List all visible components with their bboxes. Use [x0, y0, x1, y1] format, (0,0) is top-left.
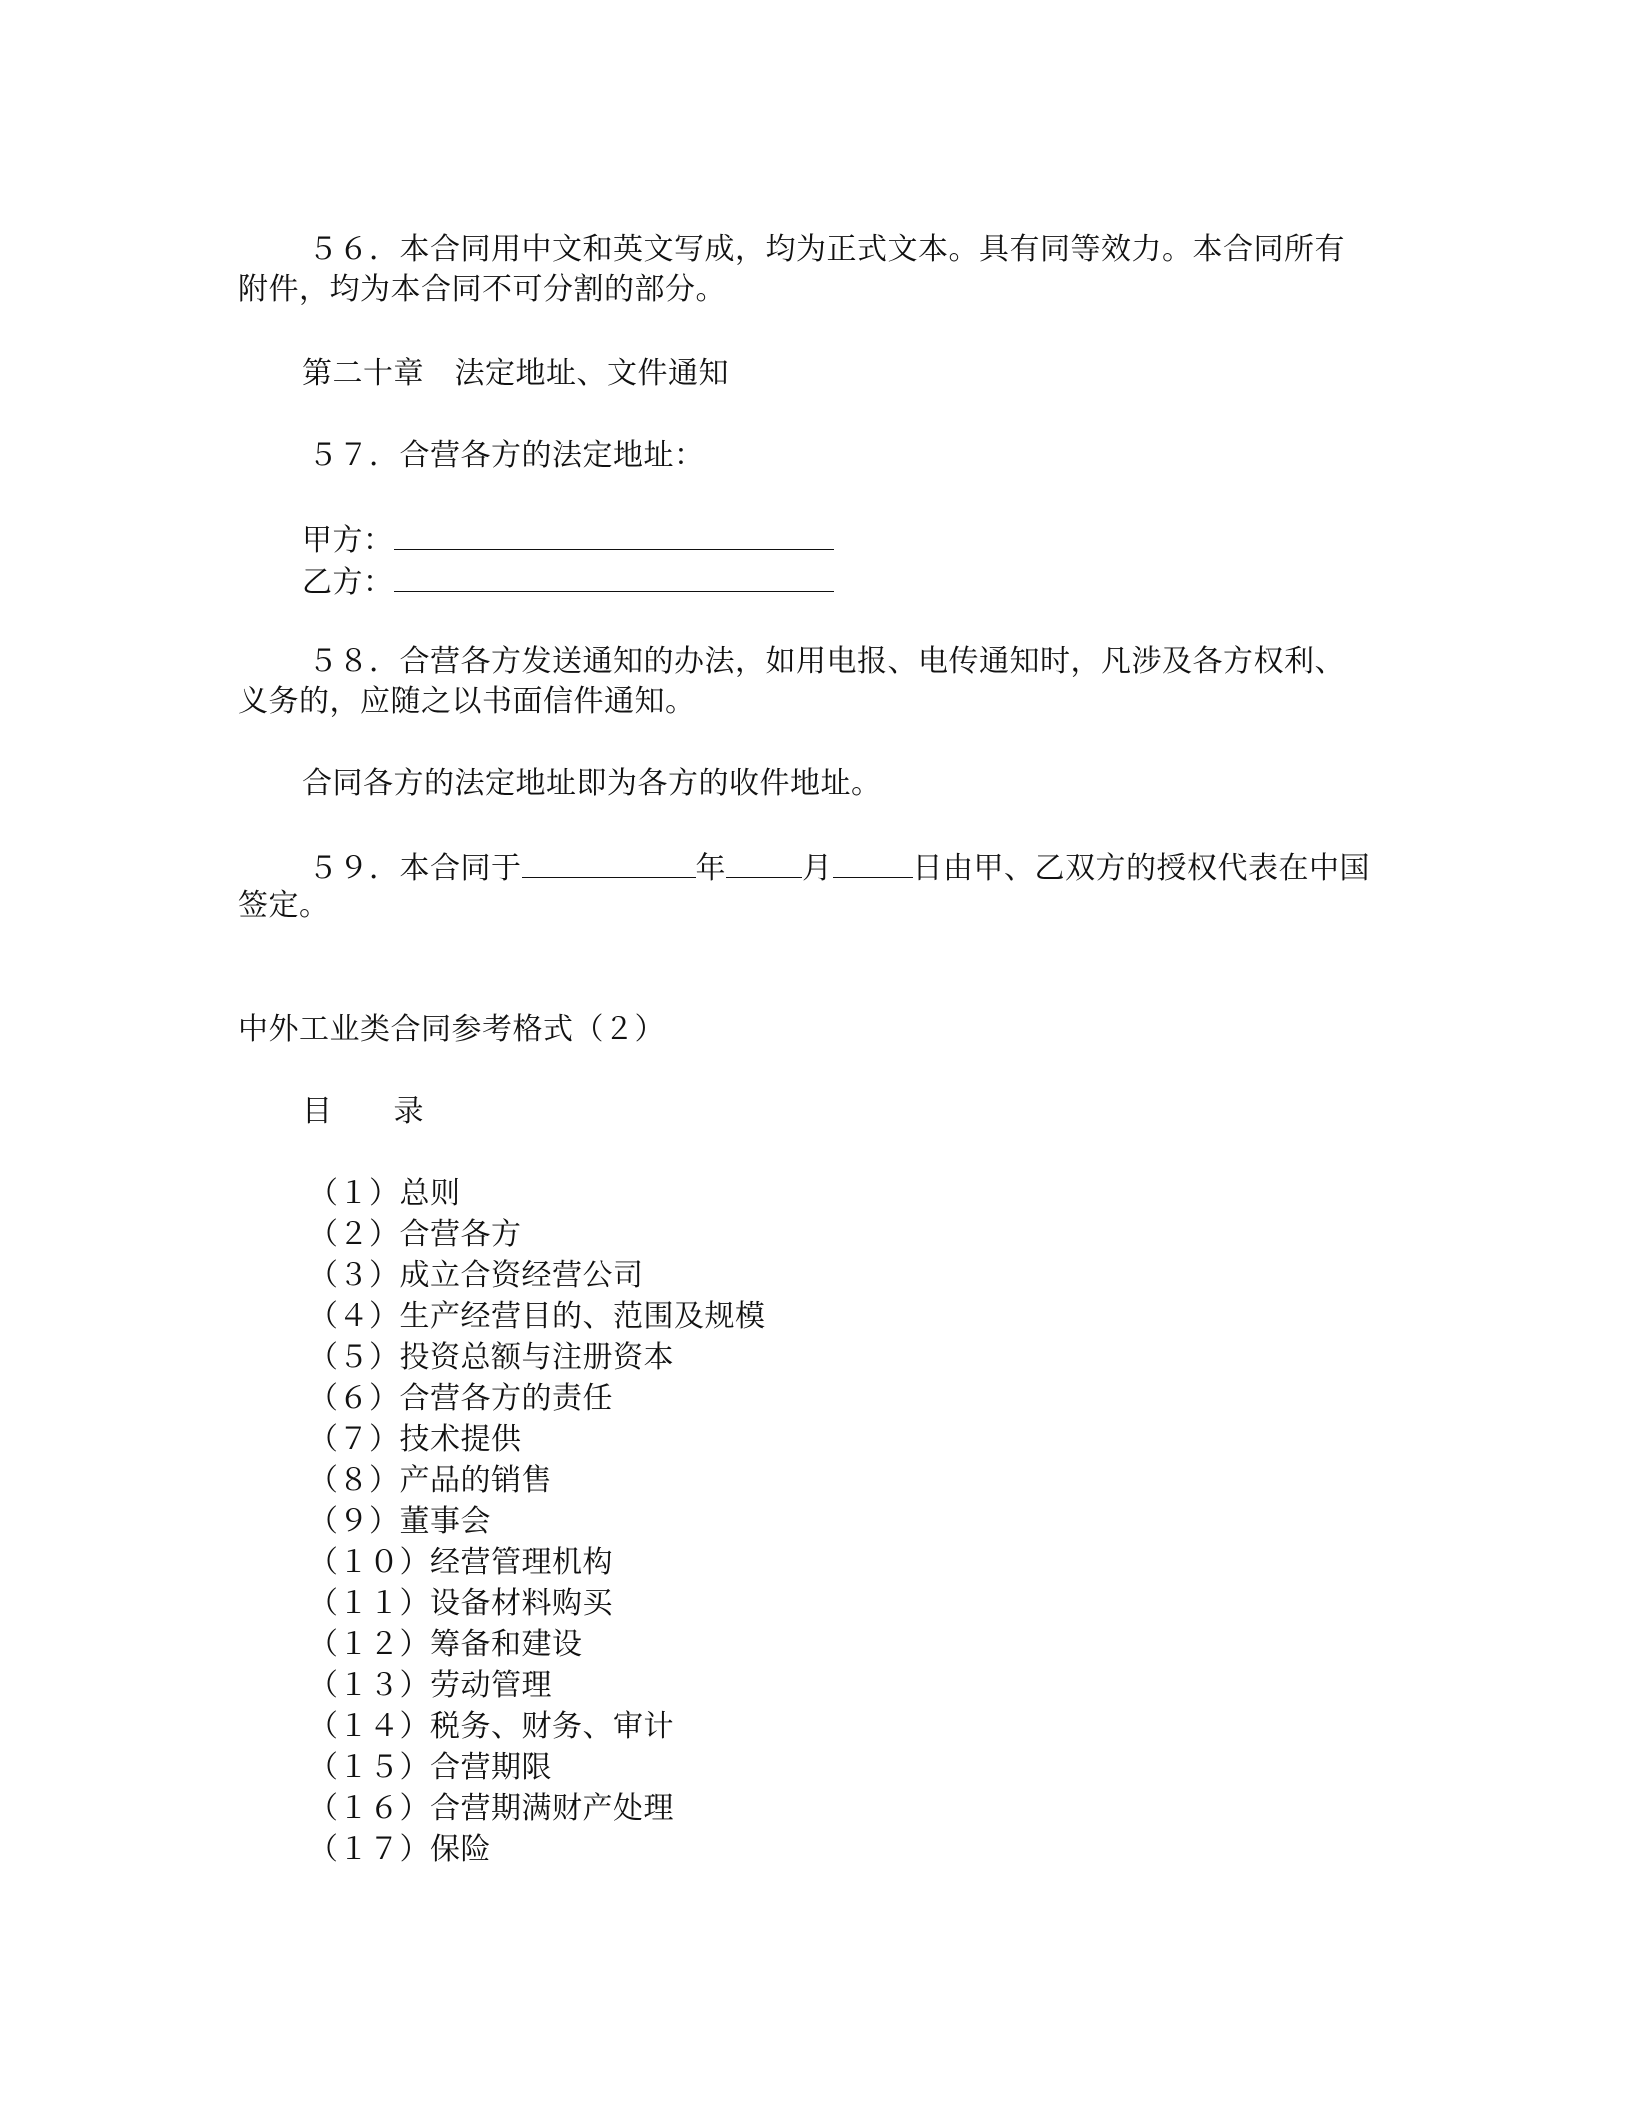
list-item: （１０）经营管理机构: [308, 1545, 613, 1580]
clause-59-month: 月: [802, 851, 833, 886]
list-item: （７）技术提供: [308, 1422, 522, 1457]
party-b-address-blank: [394, 562, 834, 592]
clause-59-line-1: [308, 848, 1370, 887]
clause-58-line-1: ５８．合营各方发送通知的办法，如用电报、电传通知时，凡涉及各方权利、: [308, 644, 1345, 679]
clause-58-line-2: 义务的，应随之以书面信件通知。: [238, 684, 696, 719]
clause-59-line-2: 签定。: [238, 888, 330, 923]
list-item: （４）生产经营目的、范围及规模: [308, 1299, 766, 1334]
party-a-label: 甲方：: [302, 523, 394, 558]
list-item: （６）合营各方的责任: [308, 1381, 613, 1416]
list-item: （２）合营各方: [308, 1217, 522, 1252]
clause-59-year: 年: [695, 851, 726, 886]
list-item: （１６）合营期满财产处理: [308, 1791, 674, 1826]
toc-heading: 目 录: [302, 1094, 424, 1129]
party-b-address: [302, 562, 834, 601]
party-b-label: 乙方：: [302, 565, 394, 600]
list-item: （１７）保险: [308, 1832, 491, 1867]
list-item: （１４）税务、财务、审计: [308, 1709, 674, 1744]
second-document-title: 中外工业类合同参考格式（２）: [238, 1012, 665, 1047]
party-a-address-blank: [394, 520, 834, 550]
list-item: （１１）设备材料购买: [308, 1586, 613, 1621]
chapter-20-title: 第二十章 法定地址、文件通知: [302, 356, 729, 391]
list-item: （８）产品的销售: [308, 1463, 552, 1498]
list-item: （９）董事会: [308, 1504, 491, 1539]
day-blank: [833, 848, 913, 878]
list-item: （５）投资总额与注册资本: [308, 1340, 674, 1375]
year-blank: [522, 848, 696, 878]
list-item: （１５）合营期限: [308, 1750, 552, 1785]
clause-56-line-2: 附件，均为本合同不可分割的部分。: [238, 272, 726, 307]
clause-59-prefix: ５９．本合同于: [308, 851, 522, 886]
clause-59-suffix: 日由甲、乙双方的授权代表在中国: [912, 851, 1370, 886]
party-a-address: [302, 520, 834, 559]
clause-56-line-1: ５６．本合同用中文和英文写成，均为正式文本。具有同等效力。本合同所有: [308, 232, 1345, 267]
list-item: （１２）筹备和建设: [308, 1627, 583, 1662]
list-item: （１）总则: [308, 1176, 461, 1211]
list-item: （３）成立合资经营公司: [308, 1258, 644, 1293]
notice-address-note: 合同各方的法定地址即为各方的收件地址。: [302, 766, 882, 801]
month-blank: [726, 848, 802, 878]
list-item: （１３）劳动管理: [308, 1668, 552, 1703]
clause-57: ５７．合营各方的法定地址：: [308, 438, 705, 473]
